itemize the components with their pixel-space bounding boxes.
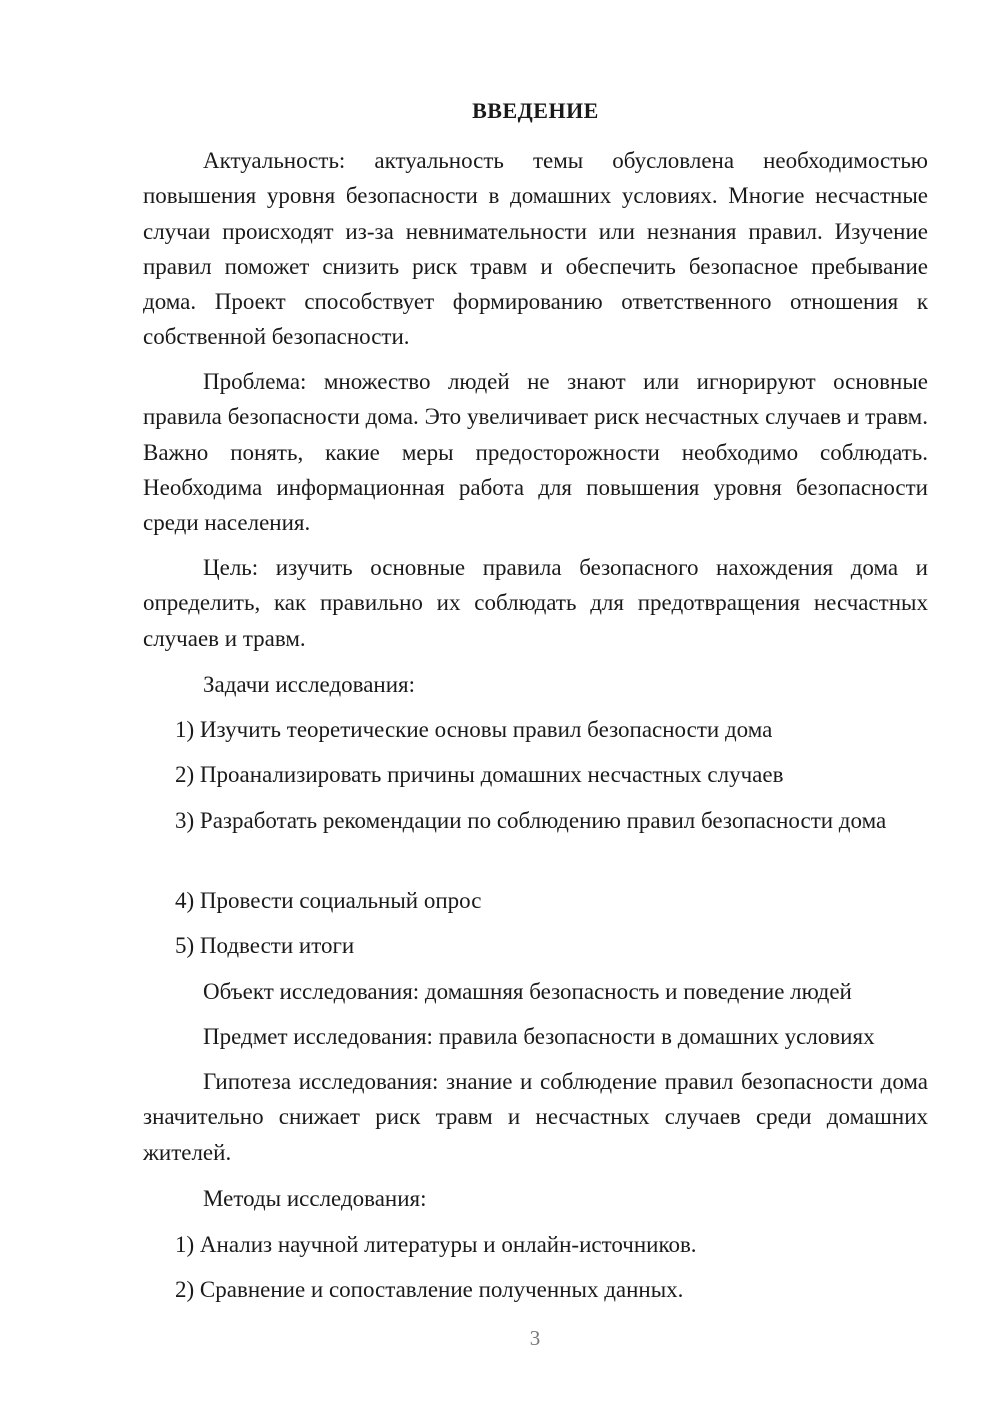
- object-paragraph: Объект исследования: домашняя безопасность и поведение людей: [203, 979, 852, 1004]
- goal-paragraph: Цель: изучить основные правила безопасного нахождения дома и определить, как правильно их соблюдать для предотвращения несчастных случаев и травм.: [143, 555, 928, 651]
- task-item-1: 1) Изучить теоретические основы правил безопасности дома: [175, 717, 773, 742]
- task-item-2: 2) Проанализировать причины домашних несчастных случаев: [175, 762, 784, 787]
- page-number: 3: [529, 1326, 541, 1350]
- method-item-2: 2) Сравнение и сопоставление полученных данных.: [175, 1277, 684, 1302]
- subject-paragraph: Предмет исследования: правила безопасности в домашних условиях: [203, 1024, 875, 1049]
- method-item-1: 1) Анализ научной литературы и онлайн-источников.: [175, 1232, 697, 1257]
- task-item-3: 3) Разработать рекомендации по соблюдению правил безопасности дома: [175, 808, 887, 833]
- problem-paragraph: Проблема: множество людей не знают или игнорируют основные правила безопасности дома. Это увеличивает риск несчастных случаев и травм. Важно понять, какие меры предосторожности необходимо соблюдать. Необходима информационная работа для повышения уровня безопасности среди населения.: [143, 369, 928, 536]
- page-title: ВВЕДЕНИЕ: [472, 98, 599, 123]
- task-item-4: 4) Провести социальный опрос: [175, 888, 482, 913]
- methods-heading: Методы исследования:: [203, 1186, 427, 1211]
- relevance-paragraph: Актуальность: актуальность темы обусловлена необходимостью повышения уровня безопасности в домашних условиях. Многие несчастные случаи происходят из-за невнимательности или незнания правил. Изучение правил поможет снизить риск травм и обеспечить безопасное пребывание дома. Проект способствует формированию ответственного отношения к собственной безопасности.: [143, 148, 928, 350]
- task-item-5: 5) Подвести итоги: [175, 933, 355, 958]
- hypothesis-paragraph: Гипотеза исследования: знание и соблюдение правил безопасности дома значительно снижает риск травм и несчастных случаев среди домашних жителей.: [143, 1069, 928, 1165]
- tasks-heading: Задачи исследования:: [203, 672, 416, 697]
